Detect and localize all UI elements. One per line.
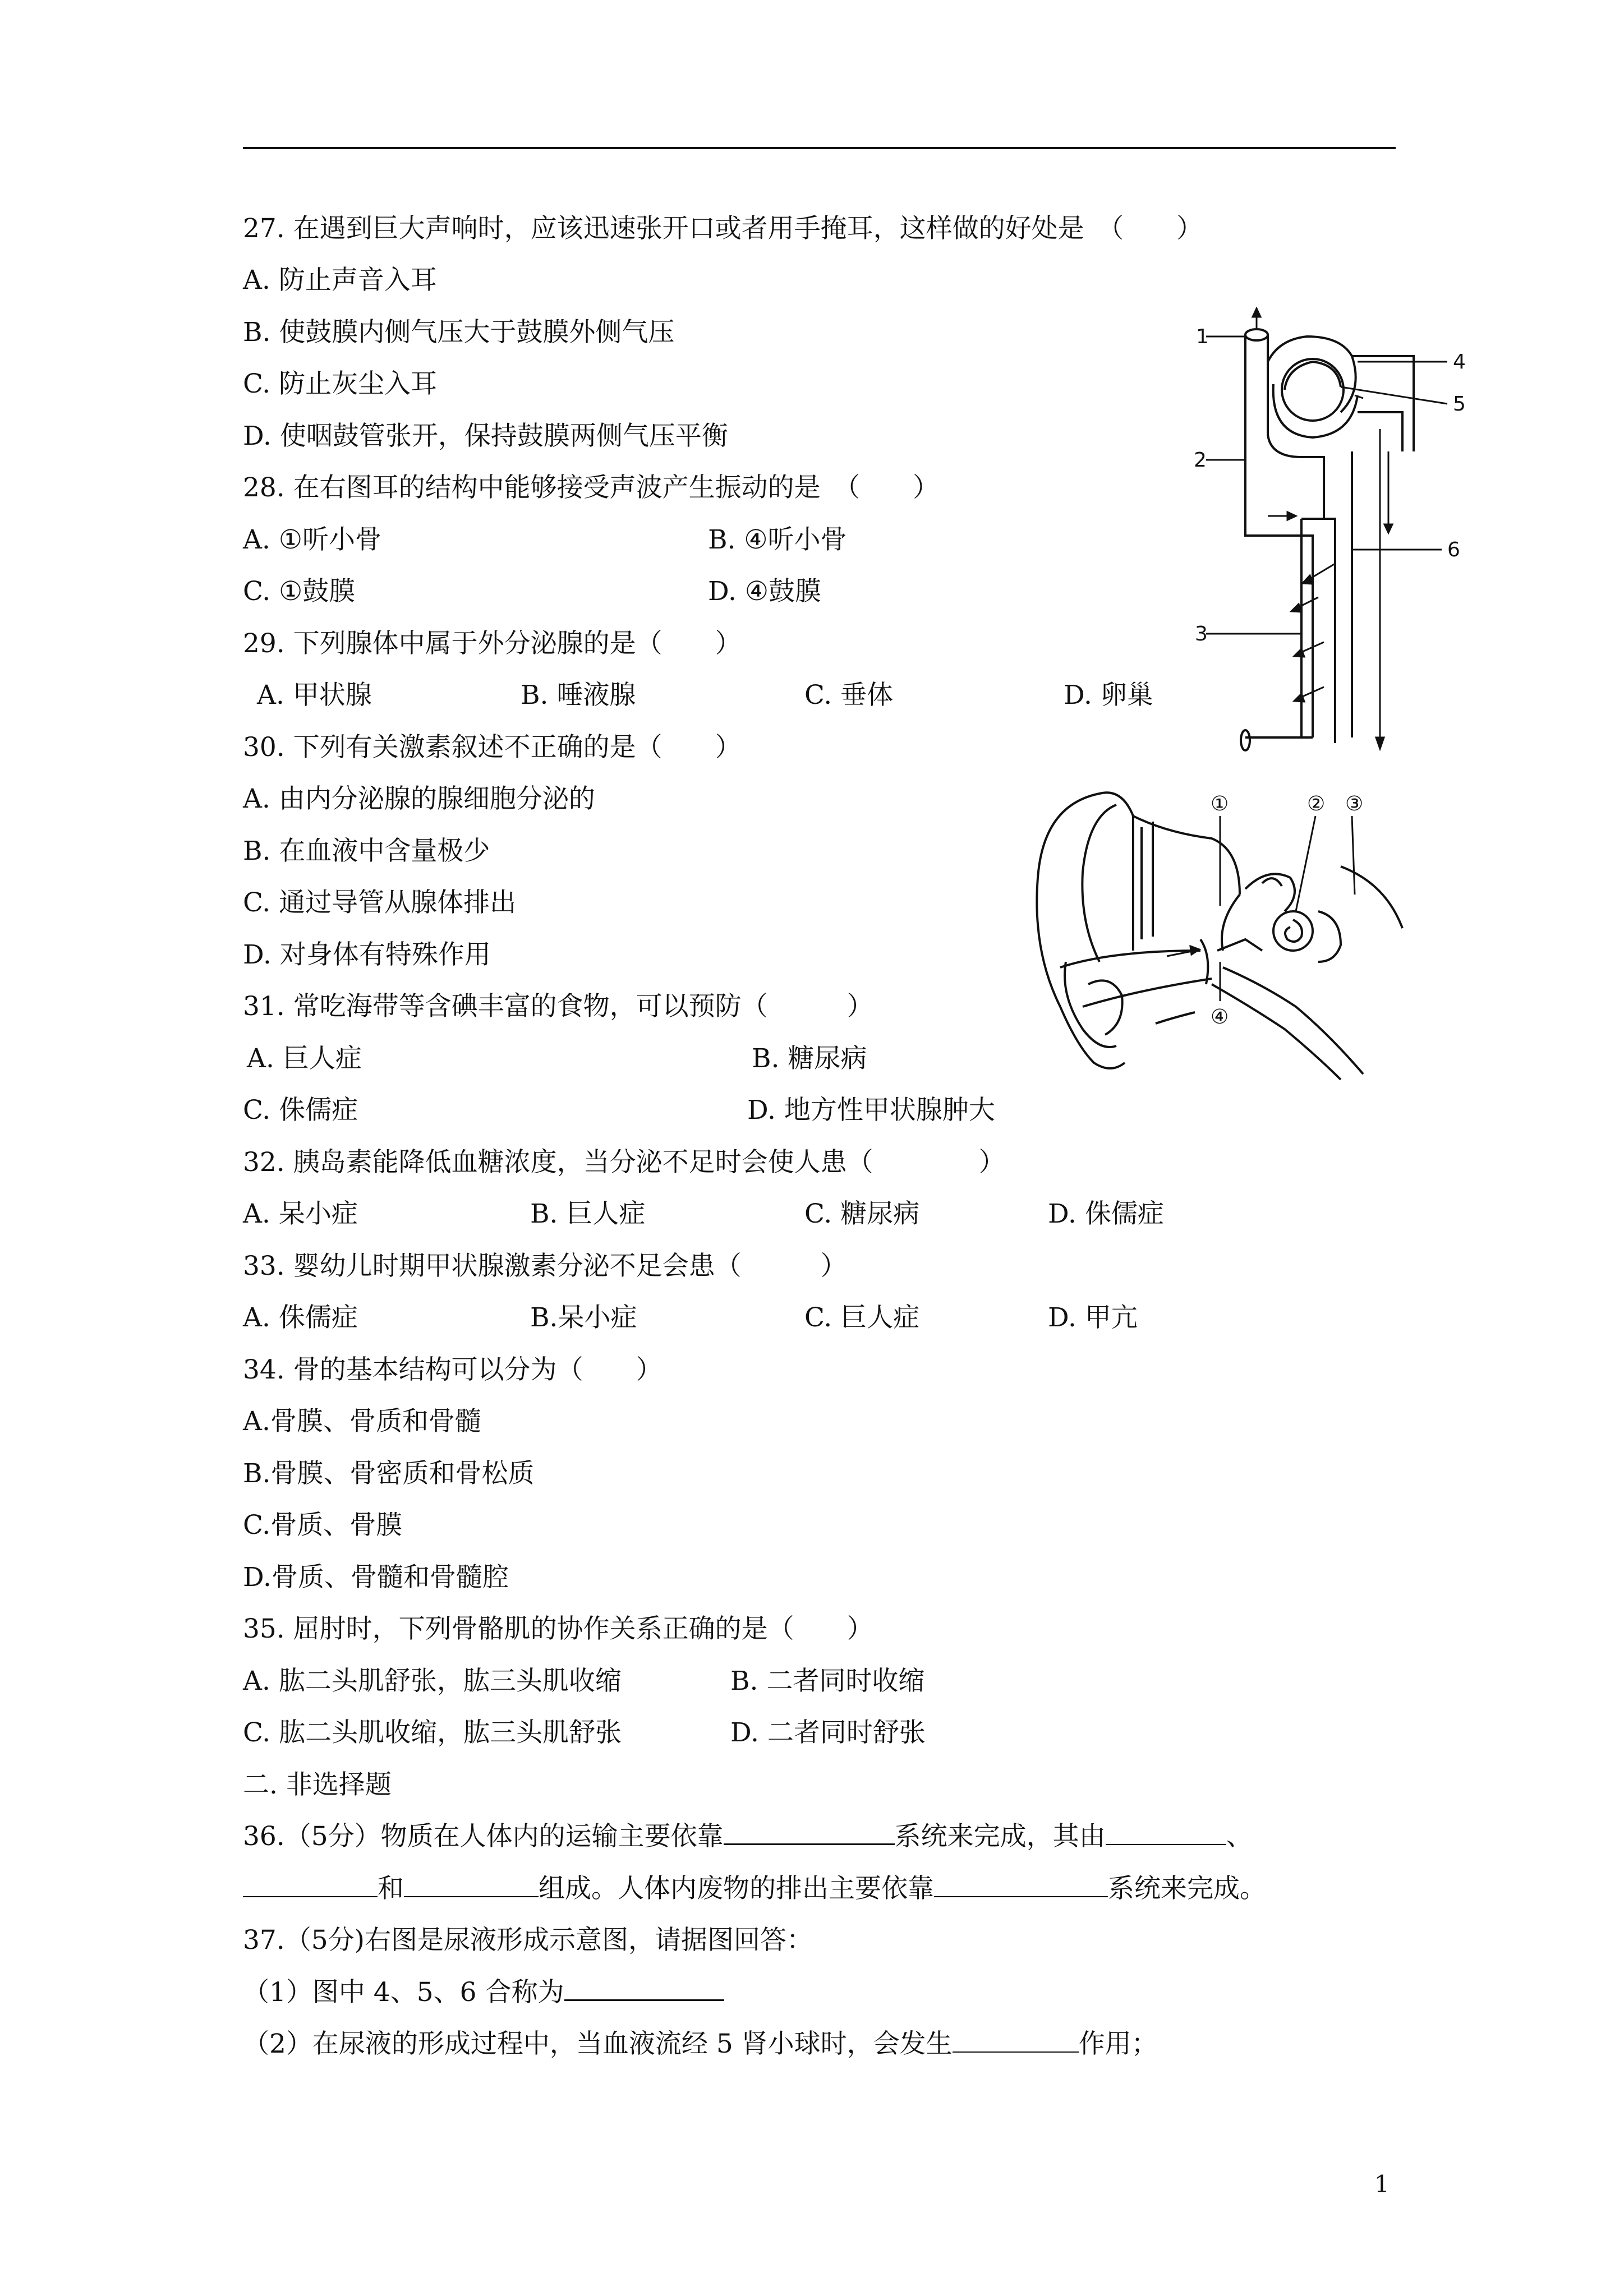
q37-sub2-text-b: 作用； <box>1078 2028 1158 2059</box>
q35-option-b: B. 二者同时收缩 <box>730 1666 925 1696</box>
q36-blank-3[interactable] <box>243 1874 378 1897</box>
q27-option-b: B. 使鼓膜内侧气压大于鼓膜外侧气压 <box>243 317 675 348</box>
ear-label-3: ③ <box>1345 792 1364 815</box>
q32-option-c: C. 糖尿病 <box>804 1198 920 1229</box>
q29-option-a: A. 甲状腺 <box>257 680 372 711</box>
q36-blank-4[interactable] <box>404 1874 539 1897</box>
q33-option-c: C. 巨人症 <box>804 1302 920 1333</box>
q32-option-a: A. 呆小症 <box>243 1198 358 1229</box>
q32-stem: 32. 胰岛素能降低血糖浓度，当分泌不足时会使人患（ ） <box>243 1147 1005 1178</box>
q36-blank-1[interactable] <box>724 1821 895 1845</box>
q27-stem: 27. 在遇到巨大声响时，应该迅速张开口或者用手掩耳，这样做的好处是 （ ） <box>243 213 1203 244</box>
q30-option-c: C. 通过导管从腺体排出 <box>243 887 517 918</box>
q33-option-d: D. 甲亢 <box>1048 1302 1138 1333</box>
q35-option-c: C. 肱二头肌收缩，肱三头肌舒张 <box>243 1717 622 1748</box>
q33-option-b: B.呆小症 <box>530 1302 637 1333</box>
q36-text-6: 系统来完成。 <box>1108 1873 1266 1904</box>
kidney-nephron-diagram <box>1172 306 1492 766</box>
q36-text-5: 组成。人体内废物的排出主要依靠 <box>539 1873 934 1904</box>
q37-sub2 <box>243 2027 1158 2061</box>
kidney-label-2: 2 <box>1194 449 1207 472</box>
page-number: 1 <box>1374 2170 1390 2198</box>
kidney-label-4: 4 <box>1453 351 1466 374</box>
kidney-label-6: 6 <box>1447 538 1460 561</box>
nephron-outline <box>1241 329 1414 750</box>
q33-stem: 33. 婴幼儿时期甲状腺激素分泌不足会患（ ） <box>243 1251 847 1281</box>
q37-sub1 <box>243 1976 724 2009</box>
q28-stem: 28. 在右图耳的结构中能够接受声波产生振动的是 （ ） <box>243 472 940 503</box>
q28-option-b: B. ④听小骨 <box>708 524 847 555</box>
ear-marks <box>1167 816 1355 1001</box>
q36-text-2: 系统来完成，其由 <box>894 1821 1106 1852</box>
q28-option-d: D. ④鼓膜 <box>708 576 822 607</box>
ear-label-4: ④ <box>1211 1006 1229 1029</box>
q34-option-d: D.骨质、骨髓和骨髓腔 <box>243 1562 509 1593</box>
q30-option-a: A. 由内分泌腺的腺细胞分泌的 <box>243 783 595 814</box>
q31-stem: 31. 常吃海带等含碘丰富的食物，可以预防（ ） <box>243 991 873 1022</box>
q37-blank-2[interactable] <box>953 2029 1079 2053</box>
q36-line1 <box>243 1820 1253 1854</box>
flow-arrows <box>1253 308 1392 749</box>
q35-stem: 35. 屈肘时，下列骨骼肌的协作关系正确的是（ ） <box>243 1613 873 1644</box>
q29-option-b: B. 唾液腺 <box>521 680 636 711</box>
q31-option-d: D. 地方性甲状腺肿大 <box>747 1095 995 1126</box>
q32-option-d: D. 侏儒症 <box>1048 1198 1164 1229</box>
q27-option-c: C. 防止灰尘入耳 <box>243 368 438 399</box>
kidney-label-1: 1 <box>1196 325 1209 348</box>
q36-text-4: 和 <box>378 1873 404 1904</box>
q27-option-d: D. 使咽鼓管张开，保持鼓膜两侧气压平衡 <box>243 421 728 451</box>
q34-option-c: C.骨质、骨膜 <box>243 1510 403 1541</box>
q37-blank-1[interactable] <box>564 1977 724 2001</box>
leader-lines <box>1206 336 1447 634</box>
q29-option-d: D. 卵巢 <box>1064 680 1153 711</box>
ear-label-2: ② <box>1307 792 1326 815</box>
q30-option-b: B. 在血液中含量极少 <box>243 836 490 866</box>
q30-stem: 30. 下列有关激素叙述不正确的是（ ） <box>243 732 742 763</box>
q37-stem: 37.（5分)右图是尿液形成示意图，请据图回答： <box>243 1925 813 1956</box>
q32-option-b: B. 巨人症 <box>530 1198 646 1229</box>
q37-sub2-text-a: （2）在尿液的形成过程中，当血液流经 5 肾小球时，会发生 <box>243 2028 953 2059</box>
q29-option-c: C. 垂体 <box>804 680 894 711</box>
q37-sub1-text: （1）图中 4、5、6 合称为 <box>243 1977 564 2008</box>
q30-option-d: D. 对身体有特殊作用 <box>243 939 491 970</box>
q33-option-a: A. 侏儒症 <box>243 1302 358 1333</box>
ear-label-1: ① <box>1211 792 1229 815</box>
q31-option-c: C. 侏儒症 <box>243 1095 358 1126</box>
section-heading: 二. 非选择题 <box>243 1769 392 1800</box>
q36-blank-5[interactable] <box>934 1874 1108 1897</box>
q36-text-3: 、 <box>1226 1821 1253 1852</box>
q34-option-b: B.骨膜、骨密质和骨松质 <box>243 1458 535 1489</box>
q28-option-c: C. ①鼓膜 <box>243 576 356 607</box>
q31-option-b: B. 糖尿病 <box>752 1043 867 1074</box>
kidney-label-5: 5 <box>1453 393 1466 416</box>
q35-option-d: D. 二者同时舒张 <box>730 1717 926 1748</box>
q36-line2 <box>243 1872 1266 1906</box>
q27-option-a: A. 防止声音入耳 <box>243 265 437 296</box>
q31-option-a: A. 巨人症 <box>247 1043 362 1074</box>
q28-option-a: A. ①听小骨 <box>243 524 381 555</box>
q34-option-a: A.骨膜、骨质和骨髓 <box>243 1406 481 1437</box>
header-rule <box>243 147 1396 149</box>
q35-option-a: A. 肱二头肌舒张，肱三头肌收缩 <box>243 1666 622 1696</box>
q34-stem: 34. 骨的基本结构可以分为（ ） <box>243 1354 663 1385</box>
kidney-label-3: 3 <box>1195 623 1208 646</box>
ear-structure-diagram <box>1027 782 1408 1085</box>
q36-text-1: 36.（5分）物质在人体内的运输主要依靠 <box>243 1821 724 1852</box>
q36-blank-2[interactable] <box>1106 1822 1226 1845</box>
q29-stem: 29. 下列腺体中属于外分泌腺的是（ ） <box>243 628 742 659</box>
